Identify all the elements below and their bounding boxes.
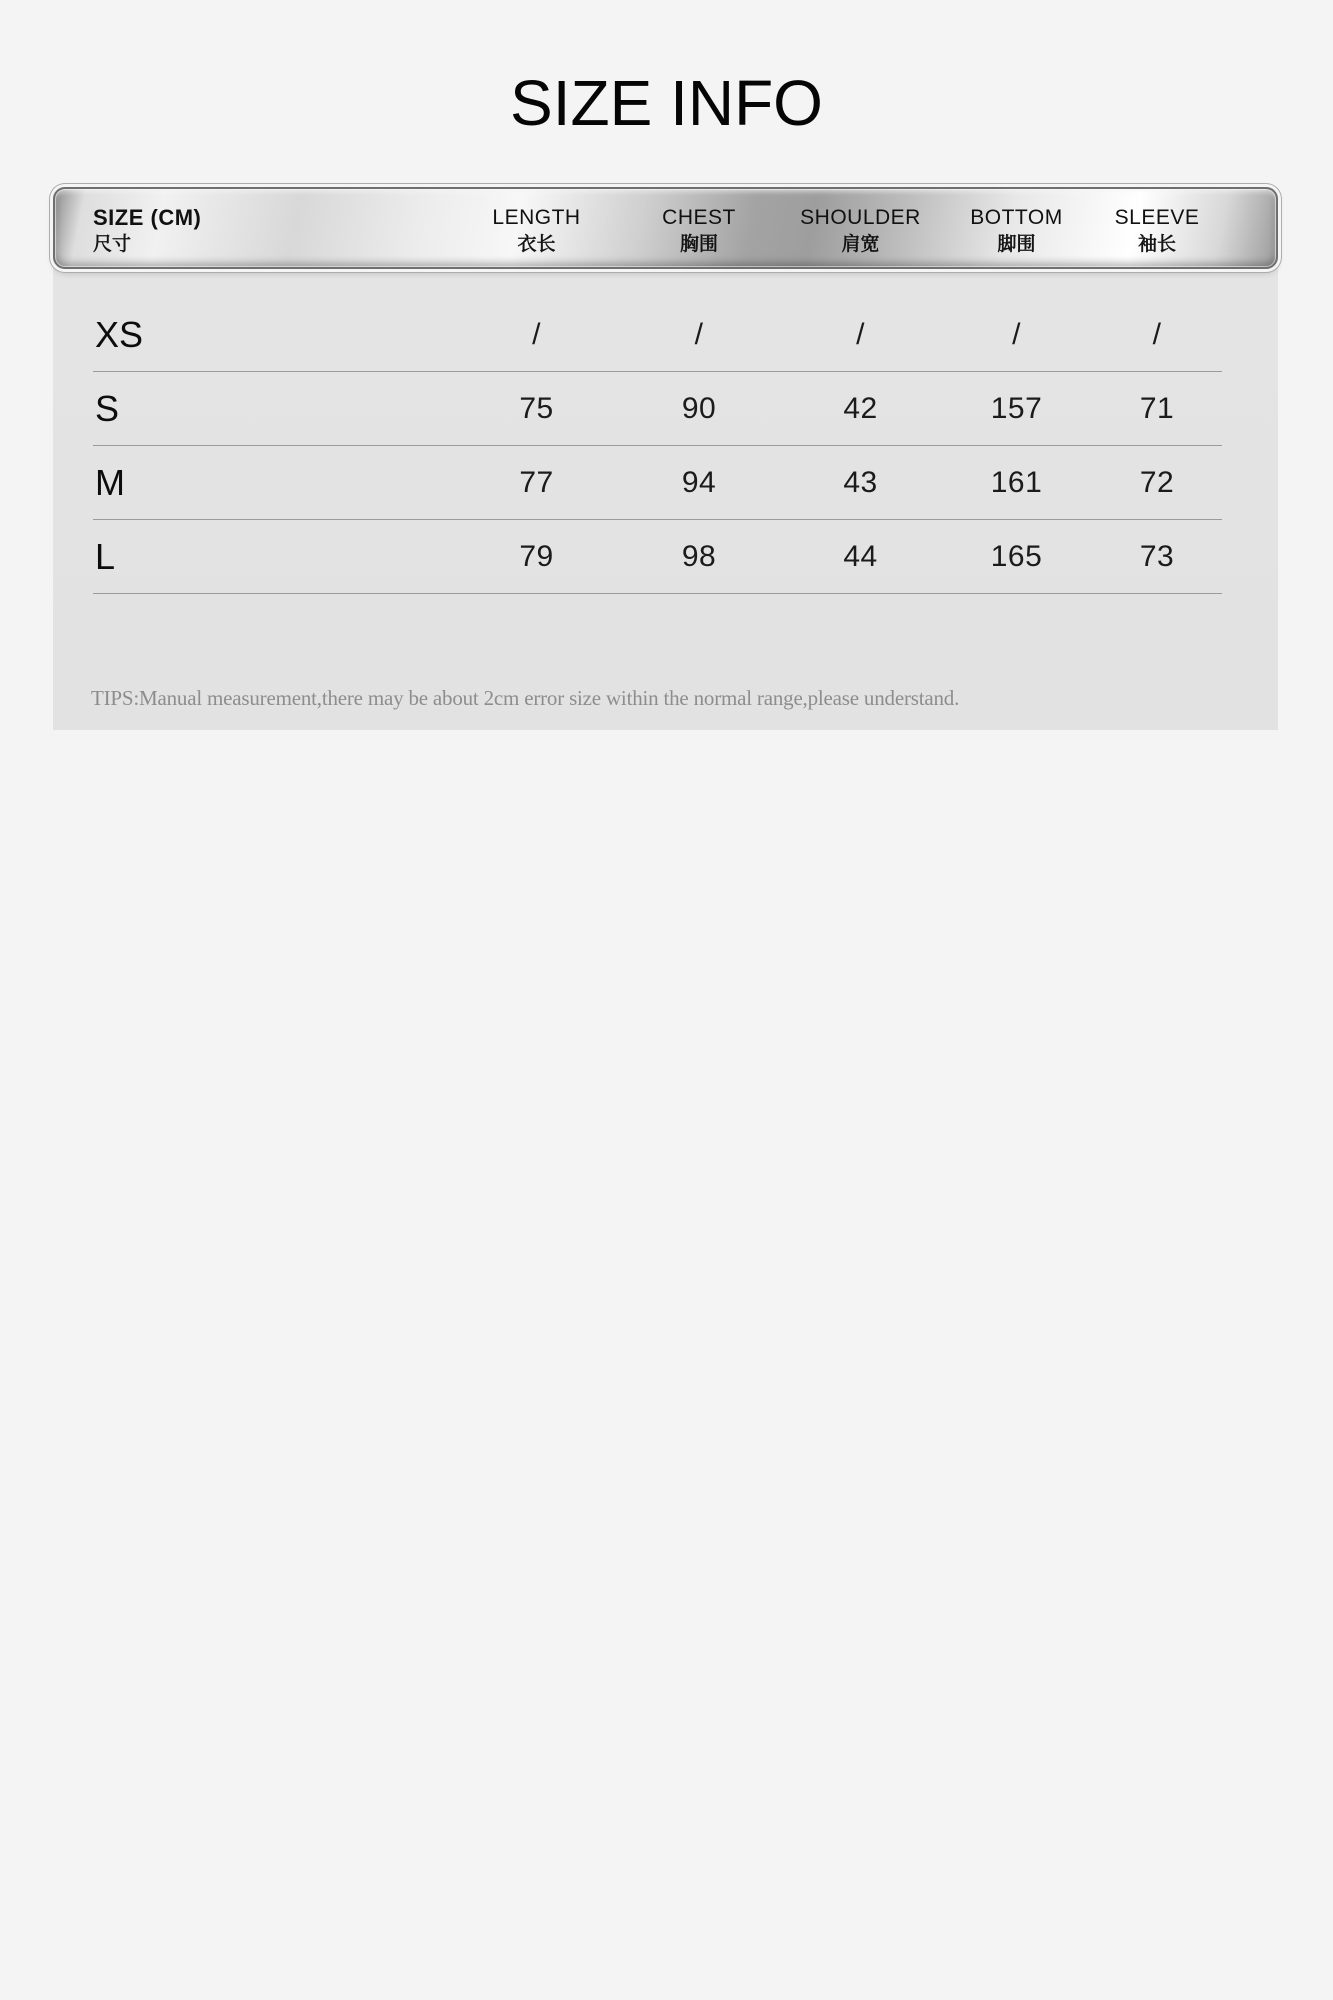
header-col-bottom-cn: 脚围 (997, 234, 1036, 255)
header-col-length-en: LENGTH (492, 206, 581, 229)
value-cell-shoulder: 43 (843, 465, 878, 499)
value-cell-sleeve: 73 (1139, 539, 1175, 573)
size-chart-panel (53, 187, 1278, 730)
header-col-sleeve (1092, 206, 1222, 256)
value-cell-length: 77 (519, 465, 554, 499)
header-col-length-cn: 衣长 (517, 234, 556, 255)
value-cell-shoulder: 42 (843, 391, 878, 425)
value-cell-sleeve: 72 (1139, 465, 1175, 499)
header-col-bottom (941, 206, 1092, 256)
header-col-shoulder-cn: 肩宽 (841, 234, 880, 255)
size-label: L (95, 535, 116, 577)
value-cell-chest: 98 (681, 539, 717, 573)
size-label: M (95, 461, 125, 503)
value-cell-chest: 94 (681, 465, 717, 499)
header-col-chest-en: CHEST (662, 206, 736, 229)
page-title: SIZE INFO (510, 67, 823, 139)
header-col-bottom-en: BOTTOM (970, 206, 1063, 229)
value-cell-length: 79 (519, 539, 554, 573)
value-cell-shoulder: 44 (843, 539, 878, 573)
value-cell-bottom: / (1012, 317, 1021, 351)
value-cell-sleeve: / (1152, 317, 1162, 351)
table-row-s (93, 372, 1222, 446)
header-grid (55, 189, 1276, 256)
value-cell-shoulder: / (856, 317, 865, 351)
header-size-label-en: SIZE (CM) (93, 205, 202, 230)
table-row-m (93, 446, 1222, 520)
value-cell-chest: / (694, 317, 704, 351)
header-col-sleeve-cn: 袖长 (1137, 234, 1176, 255)
value-cell-chest: 90 (681, 391, 717, 425)
header-col-sleeve-en: SLEEVE (1114, 206, 1200, 229)
value-cell-length: / (532, 317, 541, 351)
size-label: XS (95, 313, 144, 355)
header-col-shoulder (780, 206, 941, 256)
size-label: S (95, 387, 120, 429)
tips-note: TIPS:Manual measurement,there may be about 2cm error size within the normal range,please understand. (91, 686, 960, 710)
value-cell-sleeve: 71 (1139, 391, 1175, 425)
header-col-size (93, 206, 455, 256)
value-cell-bottom: 161 (990, 465, 1043, 499)
table-row-xs (93, 298, 1222, 372)
value-cell-bottom: 165 (990, 539, 1043, 573)
header-col-chest-cn: 胸围 (679, 234, 718, 255)
header-col-length (455, 206, 618, 256)
size-chart-header-bar (53, 187, 1278, 269)
size-chart-rows (93, 298, 1222, 594)
value-cell-bottom: 157 (990, 391, 1043, 425)
header-size-label-cn: 尺寸 (93, 234, 132, 255)
value-cell-length: 75 (519, 391, 554, 425)
header-col-shoulder-en: SHOULDER (800, 206, 921, 229)
header-col-chest (618, 206, 780, 256)
table-row-l (93, 520, 1222, 594)
